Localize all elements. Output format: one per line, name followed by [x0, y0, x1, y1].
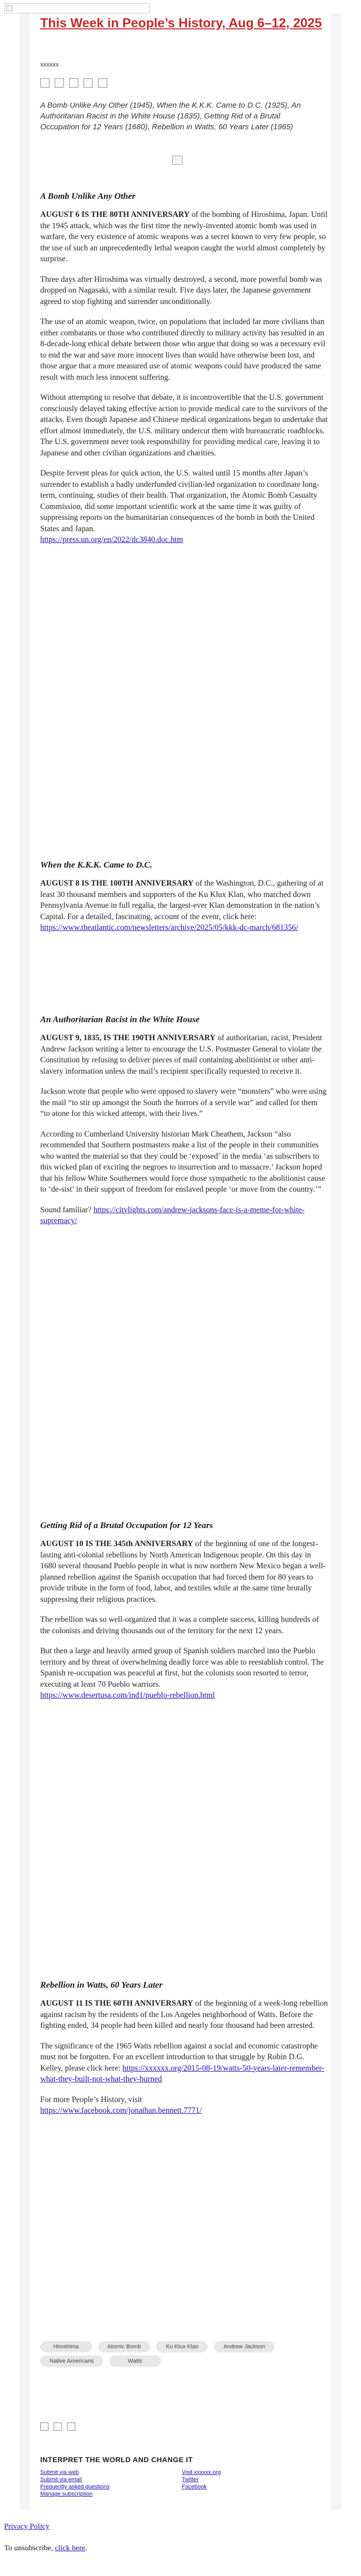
privacy-policy	[4, 2522, 50, 2531]
facebook-icon[interactable]	[40, 78, 50, 88]
article-link[interactable]: https://www.desertusa.com/ind1/pueblo-rebellion.html	[40, 1691, 215, 1700]
email-icon[interactable]	[69, 78, 78, 88]
manage-subscription-link[interactable]: Manage subscription	[40, 2491, 93, 2497]
anniversary-lead: AUGUST 8 IS THE 100TH ANNIVERSARY	[40, 879, 194, 888]
article-paragraph: Three days after Hiroshima was virtually destroyed, a second, more powerful bomb was dropped on Nagasaki, with a similar result. Five days later, the Japanese government agreed to stop fighting and surrender unconditionally.	[40, 275, 322, 306]
paragraph-text: The significance of the 1965 Watts rebellion against a social and economic catastrophe must not be forgotten. For an excellent introduction to that struggle by Robin D.G. Kelley, please click here:	[40, 2041, 318, 2073]
paragraph-text: of the Washington, D.C., gathering of at least 30 thousand members and supporters of the Ku Klux Klan, who marched down Pennsylvania Avenue in full regalia, the largest-ever Klan demonstration in the nation’s Capital. For a detailed, fascinating, account of the event, click here:	[40, 879, 324, 921]
article-paragraph	[40, 1998, 329, 2031]
tag-native-americans[interactable]: Native Americans	[40, 2355, 103, 2367]
page-title[interactable]: This Week in People’s History, Aug 6–12, 2025	[40, 16, 322, 30]
broken-image-icon	[6, 5, 12, 11]
anniversary-lead: AUGUST 9, 1835, IS THE 190TH ANNIVERSARY	[40, 1033, 216, 1042]
article-paragraph: The use of an atomic weapon, twice, on populations that included far more civilians than either combatants or those who contributed directly to military activity has resulted in an 8-decade-long ethical debate between those who argue that doing so was a necessary evil to end the war and save more innocent lives than would have otherwise been lost, and those argue that a more measured use of atomic weapons could have produced the same result with much less innocent suffering.	[40, 317, 325, 382]
article-heading: An Authoritarian Racist in the White House	[40, 1014, 200, 1024]
broken-image-icon	[172, 156, 183, 165]
article-paragraph	[40, 1205, 329, 1227]
paragraph-text: of the bombing of Hiroshima, Japan. Until the 1945 attack, which was the first time the newly-invented atomic bomb was used in warfare, the very existence of atomic weapons was a secret known to very few people, so the use of such an unprecedentedly lethal weapon caught the world almost completely by surprise.	[40, 210, 327, 263]
article-4	[40, 1520, 329, 1710]
footer-right-links	[182, 2469, 221, 2498]
bottom-share-row	[40, 2422, 75, 2431]
article-link[interactable]: https://www.theatlantic.com/newsletters/archive/2025/05/kkk-dc-march/681356/	[40, 923, 299, 932]
dek-summary: A Bomb Unlike Any Other (1945), When the K.K.K. Came to D.C. (1925), An Authoritarian Racist in the White House (1835), Getting Rid of a Brutal Occupation for 12 Years (1680), Rebellion in Watts, 60 Years Later (1965)	[40, 101, 301, 131]
privacy-policy-link[interactable]: Privacy Policy	[4, 2522, 50, 2531]
footer-heading: INTERPRET THE WORLD AND CHANGE IT	[40, 2455, 193, 2464]
article-5	[40, 1979, 329, 2126]
print-icon[interactable]	[84, 78, 93, 88]
newsletter-footer	[40, 2455, 329, 2498]
article-2	[40, 859, 329, 943]
article-heading: A Bomb Unlike Any Other	[40, 191, 136, 201]
article-paragraph	[40, 2041, 329, 2085]
tag-ku-klux-klan[interactable]: Ku Klux Klan	[156, 2341, 208, 2352]
twitter-link[interactable]: Twitter	[182, 2477, 199, 2483]
article-1	[40, 191, 329, 555]
paragraph-text: of the beginning of a week-long rebellion against racism by the residents of the Los Angeles neighborhood of Watts. Before the fighting ended, 34 people had been killed and nearly four thousand had been arrested.	[40, 1999, 328, 2030]
article-heading: When the K.K.K. Came to D.C.	[40, 860, 153, 870]
article-link[interactable]: https://press.un.org/en/2022/dc3840.doc.htm	[40, 535, 183, 544]
article-paragraph: The rebellion was so well-organized that it was a complete success, killing hundreds of the colonists and driving thousands out of the territory for the next 12 years.	[40, 1615, 319, 1635]
anniversary-lead: AUGUST 11 IS THE 60TH ANNIVERSARY	[40, 1999, 193, 2008]
article-paragraph	[40, 209, 329, 265]
article-paragraph	[40, 1538, 329, 1605]
tag-watts[interactable]: Watts	[109, 2355, 161, 2367]
article-paragraph	[40, 468, 329, 546]
top-image-placeholder	[4, 3, 150, 13]
tag-andrew-jackson[interactable]: Andrew Jackson	[214, 2341, 274, 2352]
facebook-icon[interactable]	[40, 2422, 48, 2431]
unsubscribe-link[interactable]: click here	[55, 2544, 86, 2552]
anniversary-lead: AUGUST 10 IS THE 345th ANNIVERSARY	[40, 1539, 193, 1548]
visit-site-link[interactable]: Visit xxxxxx.org	[182, 2469, 221, 2476]
email-icon[interactable]	[67, 2422, 75, 2431]
article-link[interactable]: https://citylights.com/andrew-jacksons-face-is-a-meme-for-white-supremacy/	[40, 1205, 305, 1225]
paragraph-text: But then a large and heavily armed group of Spanish soldiers marched into the Pueblo territory and by threat of overwhelming deadly force was able to reestablish control. The Spanish re-occupation was peaceful at first, but the colonists soon resorted to terror, executing at least 70 Pueblo warriors.	[40, 1647, 324, 1689]
anniversary-lead: AUGUST 6 IS THE 80TH ANNIVERSARY	[40, 210, 190, 219]
article-paragraph	[40, 878, 329, 934]
tag-hiroshima[interactable]: Hiroshima	[40, 2341, 92, 2352]
social-share-row	[40, 78, 107, 89]
article-paragraph	[40, 1646, 329, 1701]
faq-link[interactable]: Frequently asked questions	[40, 2484, 110, 2490]
facebook-link[interactable]: Facebook	[182, 2484, 207, 2490]
article-paragraph	[40, 1032, 329, 1077]
tag-list	[40, 2341, 329, 2367]
submit-email-link[interactable]: Submit via email	[40, 2477, 82, 2483]
unsubscribe-line: To unsubscribe, click here.	[4, 2544, 87, 2552]
share-icon[interactable]	[98, 78, 107, 88]
paragraph-text: of authoritarian, racist, President Andrew Jackson writing a letter to encourage the U.S. Postmaster General to violate the Constitution by refusing to deliver pieces of mail containing abolitionist or other anti-slavery information unless the mail’s recipient specifically requested to receive it.	[40, 1033, 322, 1076]
unsubscribe-text: To unsubscribe,	[4, 2544, 53, 2552]
byline: xxxxxx	[40, 61, 59, 68]
article-paragraph: Jackson wrote that people who were opposed to slavery were “monsters” who were using the mail “to stir up amongst the South the horrors of a servile war” and called for them “to atone for this wicked attempt, with their lives.”	[40, 1087, 326, 1118]
twitter-icon[interactable]	[55, 78, 64, 88]
article-3	[40, 1014, 329, 1236]
paragraph-text: For more People’s History, visit	[40, 2095, 142, 2104]
article-link[interactable]: https://www.facebook.com/jonathan.bennett.7771/	[40, 2106, 202, 2115]
paragraph-text: of the beginning of one of the longest-lasting anti-colonial rebellions by North American Indigenous people. On this day in 1680 several thousand Pueblo people in what is now northern New Mexico began a well-planned rebellion against the Spanish occupation that had forced them for 80 years to provide tribute in the form of food, labor, and textiles while at the same time brutally suppressing their religious practices.	[40, 1539, 326, 1604]
article-paragraph	[40, 2094, 329, 2116]
article-heading: Rebellion in Watts, 60 Years Later	[40, 1980, 163, 1990]
article-paragraph: According to Cumberland University historian Mark Cheathem, Jackson “also recommended that Southern postmasters make a list of the people in their communities who wanted the material so that they could be ‘exposed’ in the media ‘as subscribers to this wicked plan of exciting the negroes to insurrection and to massacre.’ Jackson hoped that his fellow White Southerners would force those sympathetic to the abolitionist cause to ‘de-sist’ in their support of freedom for enslaved people ‘or move from the country.’”	[40, 1129, 325, 1194]
article-heading: Getting Rid of a Brutal Occupation for 12 Years	[40, 1520, 213, 1530]
article-link[interactable]: https://xxxxxx.org/2015-08-19/watts-50-years-later-remember-what-they-built-not-what-they-burned	[40, 2063, 324, 2083]
paragraph-text: Despite fervent pleas for quick action, the U.S. waited until 15 months after Japan’s surrender to establish a badly underfunded civilian-led organization to coordinate long-term, continuing, studies of their health. That organization, the Atomic Bomb Casualty Commission, did some important scientific work at the same time it was guilty of suppressing reports on the humanitarian consequences of the bomb in both the United States and Japan.	[40, 469, 320, 533]
article-paragraph: Without attempting to resolve that debate, it is incontrovertible that the U.S. government consciously delayed taking effective action to provide medical care to the survivors of the attacks. Even though Japanese and Chinese medical organizations began to undertake that effort almost immediately, the U.S. military undercut them with bureaucratic roadblocks. The U.S. government never took responsibility for providing medical care, leaving it to Japanese and other civilian organizations and charities.	[40, 393, 328, 457]
paragraph-text: Sound familiar?	[40, 1205, 92, 1214]
email-background	[20, 13, 341, 2510]
twitter-icon[interactable]	[54, 2422, 62, 2431]
submit-web-link[interactable]: Submit via web	[40, 2469, 79, 2476]
email-card	[30, 13, 331, 2510]
footer-left-links	[40, 2469, 110, 2498]
tag-atomic-bomb[interactable]: Atomic Bomb	[98, 2341, 150, 2352]
